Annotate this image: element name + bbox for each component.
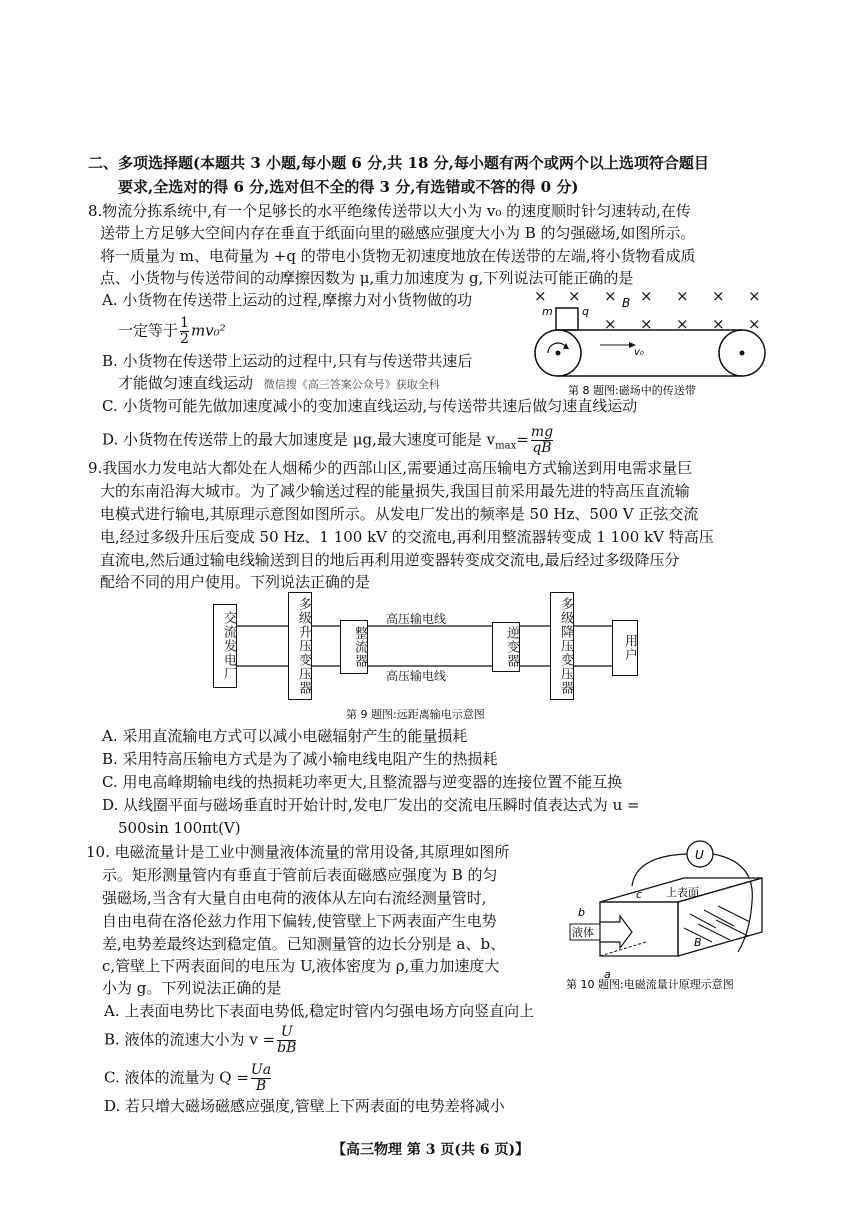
q8-line: 送带上方足够大空间内存在垂直于纸面向里的磁感应强度大小为 B 的匀强磁场,如图所示。 <box>100 224 696 242</box>
field-label-b: B <box>622 296 631 310</box>
velocity-label: v₀ <box>634 347 644 358</box>
q9-line: 配给不同的用户使用。下列说法正确的是 <box>100 573 371 591</box>
cross-icon: × <box>534 287 547 305</box>
q10-line: c,管壁上下两表面间的电压为 U,液体密度为 ρ,重力加速度大 <box>102 957 500 975</box>
section-title-line2: 要求,全选对的得 6 分,选对但不全的得 3 分,有选错或不答的得 0 分) <box>118 178 579 196</box>
cross-icon: × <box>568 287 581 305</box>
q10-line: 示。矩形测量管内有垂直于管前后表面磁感应强度为 B 的匀 <box>102 866 498 884</box>
side-label-a: a <box>604 968 611 981</box>
q8-line: 点、小货物与传送带间的动摩擦因数为 μ,重力加速度为 g,下列说法可能正确的是 <box>100 269 634 287</box>
q8-option-d-sub: max <box>495 440 517 452</box>
voltmeter-label: U <box>695 848 704 862</box>
q8-option-a-cont <box>118 316 226 347</box>
q10-figure-flowmeter <box>566 832 788 992</box>
cross-icon: × <box>640 287 653 305</box>
fraction-denominator: bB <box>277 1040 297 1056</box>
fraction-numerator: 1 <box>180 315 189 331</box>
user-box: 用户 <box>612 620 638 676</box>
q10-line: 差,电势差最终达到稳定值。已知测量管的边长分别是 a、b、 <box>102 935 506 953</box>
q9-option-d-cont: 500sin 100πt(V) <box>118 819 241 837</box>
fraction-denominator: B <box>255 1078 267 1094</box>
q10-option-a: A. 上表面电势比下表面电势低,稳定时管内匀强电场方向竖直向上 <box>104 1002 535 1020</box>
q8-option-a-formula: mv₀² <box>190 321 226 340</box>
q9-line: 电模式进行输电,其原理示意图如图所示。从发电厂发出的频率是 50 Hz、500 V 正弦交流 <box>100 505 699 523</box>
fraction-denominator: 2 <box>180 331 189 347</box>
q9-line: 9.我国水力发电站大都处在人烟稀少的西部山区,需要通过高压输电方式输送到用电需求量巨 <box>88 459 693 477</box>
q10-option-b-text: B. 液体的流速大小为 v = <box>104 1030 276 1049</box>
q9-option-d: D. 从线圈平面与磁场垂直时开始计时,发电厂发出的交流电压瞬时值表达式为 u = <box>102 796 640 814</box>
q10-option-c <box>104 1063 273 1094</box>
q9-line: 直流电,然后通过输电线输送到目的地后再利用逆变器转变成交流电,最后经过多级降压分 <box>100 551 680 569</box>
transmission-line-top-label: 高压输电线 <box>386 612 447 626</box>
q10-line: 10. 电磁流量计是工业中测量液体流量的常用设备,其原理如图所 <box>86 843 510 861</box>
q8-option-d-text: D. 小货物在传送带上的最大加速度是 μg,最大速度可能是 v <box>102 430 496 449</box>
q8-option-a-text: 一定等于 <box>118 321 179 340</box>
top-surface-label: 上表面 <box>666 886 699 899</box>
power-plant-box: 交流发电厂 <box>213 604 237 688</box>
side-label-b: b <box>578 906 585 919</box>
charge-label: q <box>582 305 589 318</box>
q8-option-a: A. 小货物在传送带上运动的过程,摩擦力对小货物做的功 <box>102 291 473 309</box>
q8-option-c: C. 小货物可能先做加速度减小的变加速直线运动,与传送带共速后做匀速直线运动 <box>102 397 638 415</box>
cross-icon: × <box>640 315 653 333</box>
q8-figure-caption: 第 8 题图:磁场中的传送带 <box>568 384 696 397</box>
q8-figure-conveyor <box>520 283 780 401</box>
cross-icon: × <box>748 315 761 333</box>
q8-option-b-cont <box>118 373 440 395</box>
cross-icon: × <box>712 287 725 305</box>
liquid-label: 液体 <box>572 926 594 939</box>
inverter-box: 逆变器 <box>492 622 520 672</box>
q8-option-d-eq: = <box>516 430 529 449</box>
watermark-text: 微信搜《高三答案公众号》获取全科 <box>263 378 440 391</box>
transmission-line-bottom-label: 高压输电线 <box>386 669 447 683</box>
step-up-transformer-box: 多级升压变压器 <box>288 592 312 700</box>
q10-line: 强磁场,当含有大量自由电荷的液体从左向右流经测量管时, <box>102 889 487 907</box>
section-title: 二、多项选择题(本题共 3 小题,每小题 6 分,共 18 分,每小题有两个或两个以上选项符合题目 <box>88 154 709 172</box>
fraction-numerator: mg <box>530 424 554 440</box>
side-label-c: c <box>636 888 643 901</box>
q10-line: 自由电荷在洛伦兹力作用下偏转,使管壁上下两表面产生电势 <box>102 912 497 930</box>
q10-option-c-text: C. 液体的流量为 Q = <box>104 1068 249 1087</box>
q9-line: 电,经过多级升压后变成 50 Hz、1 100 kV 的交流电,再利用整流器转变成 1 100 kV 特高压 <box>100 528 714 546</box>
rectifier-box: 整流器 <box>340 620 368 674</box>
q9-option-c: C. 用电高峰期输电线的热损耗功率更大,且整流器与逆变器的连接位置不能互换 <box>102 773 623 791</box>
cross-icon: × <box>748 287 761 305</box>
q9-figure-transmission <box>200 590 670 720</box>
q8-option-d <box>102 425 555 457</box>
cross-icon: × <box>604 287 617 305</box>
cross-icon: × <box>604 315 617 333</box>
q10-option-b <box>104 1025 298 1056</box>
q9-line: 大的东南沿海大城市。为了减少输送过程的能量损失,我国目前采用最先进的特高压直流输 <box>100 482 690 500</box>
cross-icon: × <box>676 315 689 333</box>
cargo-box <box>556 308 578 330</box>
q9-figure-caption: 第 9 题图:远距离输电示意图 <box>346 708 485 721</box>
fraction-denominator: qB <box>532 440 552 456</box>
q9-option-b: B. 采用特高压输电方式是为了减小输电线电阻产生的热损耗 <box>102 750 498 768</box>
field-label-b: B <box>694 936 702 949</box>
page-footer: 【高三物理 第 3 页(共 6 页)】 <box>332 1142 530 1158</box>
q10-figure-caption: 第 10 题图:电磁流量计原理示意图 <box>566 978 734 991</box>
fraction-numerator: Ua <box>250 1062 272 1078</box>
q8-line: 将一质量为 m、电荷量为 +q 的带电小货物无初速度地放在传送带的左端,将小货物看成质 <box>100 247 696 265</box>
cross-icon: × <box>676 287 689 305</box>
q8-option-b-text: 才能做匀速直线运动 <box>118 374 254 392</box>
q8-option-b: B. 小货物在传送带上运动的过程中,只有与传送带共速后 <box>102 352 473 370</box>
q10-option-d: D. 若只增大磁场磁感应强度,管壁上下两表面的电势差将减小 <box>104 1097 505 1115</box>
mass-label: m <box>542 305 553 318</box>
fraction-numerator: U <box>277 1025 296 1041</box>
flow-arrow-icon <box>600 916 632 948</box>
cross-icon: × <box>712 315 725 333</box>
q9-option-a: A. 采用直流输电方式可以减小电磁辐射产生的能量损耗 <box>102 727 468 745</box>
step-down-transformer-box: 多级降压变压器 <box>550 592 574 700</box>
q10-line: 小为 g。下列说法正确的是 <box>102 979 282 997</box>
q8-line: 8.物流分拣系统中,有一个足够长的水平绝缘传送带以大小为 v₀ 的速度顺时针匀速转动,在传 <box>88 202 691 220</box>
